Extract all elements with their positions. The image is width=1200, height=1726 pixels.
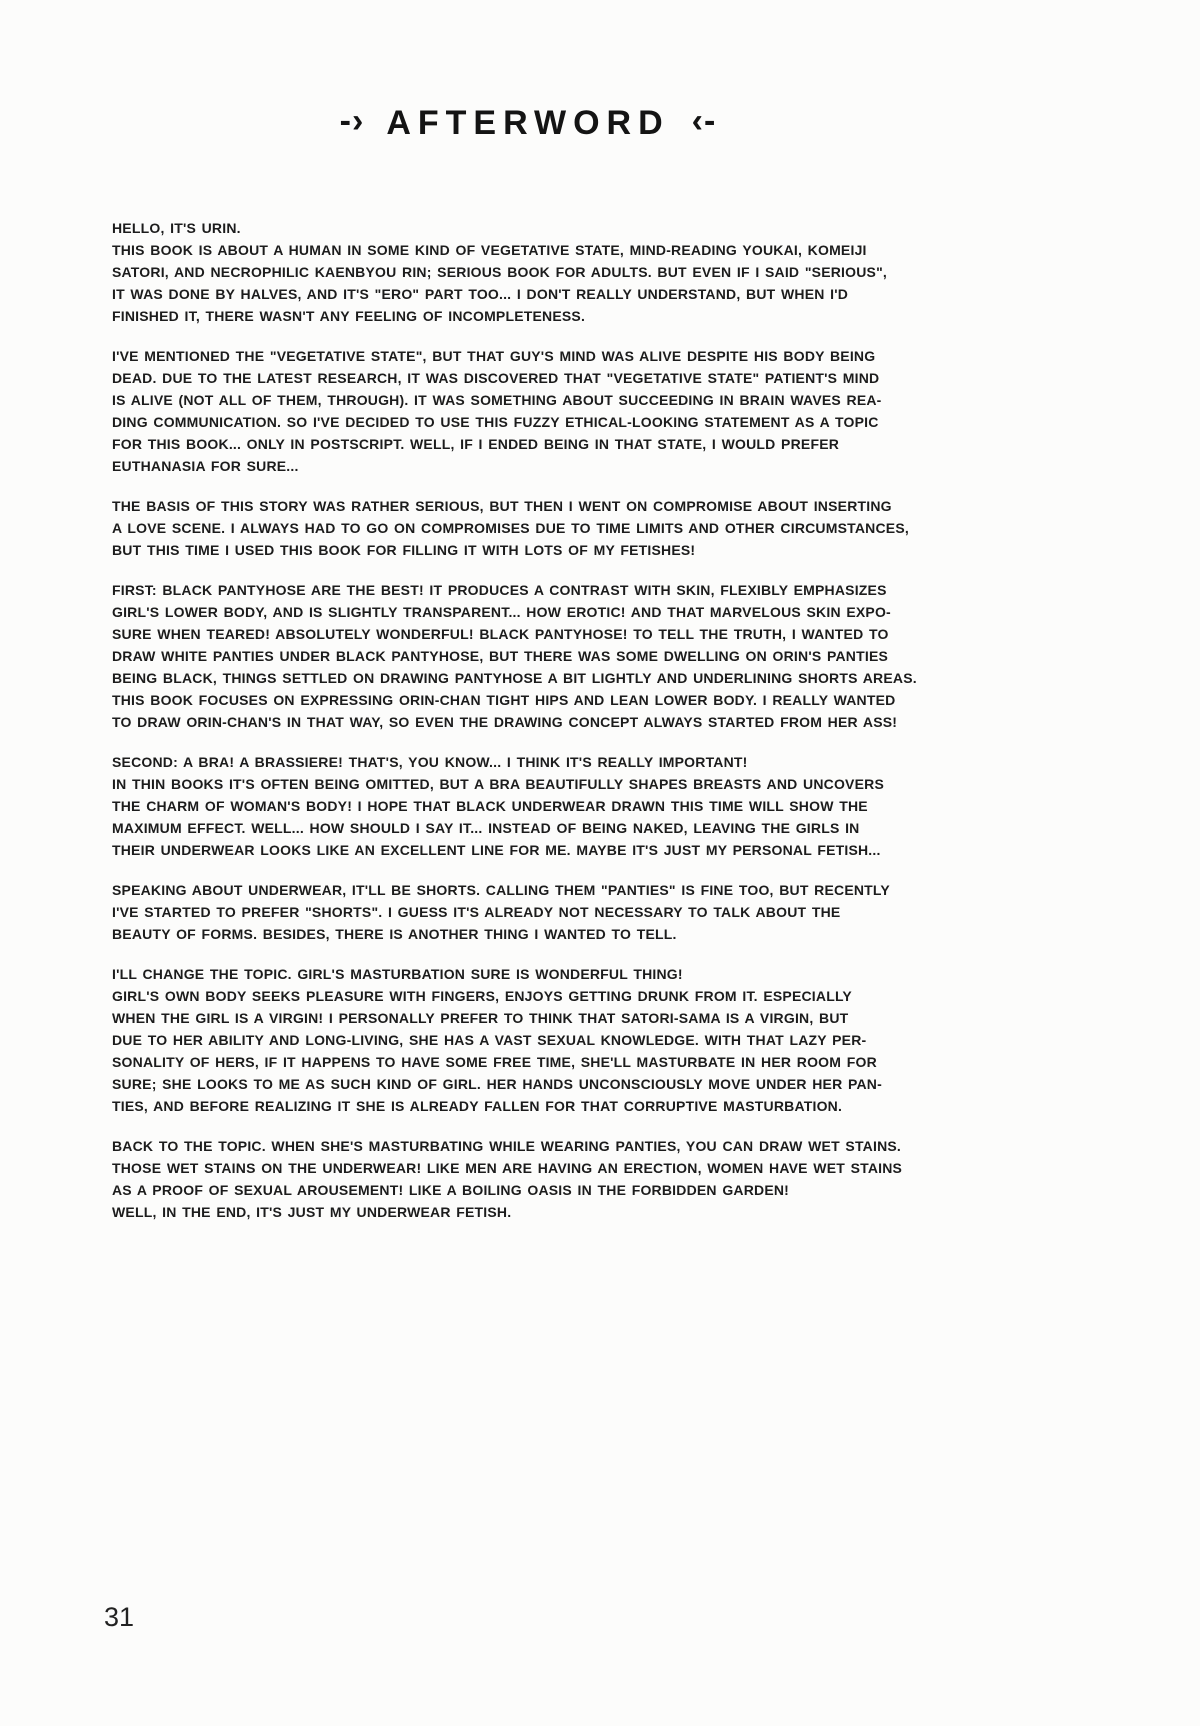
- text-line: THIS BOOK IS ABOUT A HUMAN IN SOME KIND OF VEGETATIVE STATE, MIND-READING YOUKAI, KOMEIJI: [112, 242, 867, 258]
- text-line: EUTHANASIA FOR SURE...: [112, 458, 299, 474]
- text-line: DEAD. DUE TO THE LATEST RESEARCH, IT WAS DISCOVERED THAT "VEGETATIVE STATE" PATIENT'S MIND: [112, 370, 880, 386]
- paragraph: [112, 1135, 944, 1223]
- text-line: WHEN THE GIRL IS A VIRGIN! I PERSONALLY PREFER TO THINK THAT SATORI-SAMA IS A VIRGIN, BUT: [112, 1010, 849, 1026]
- text-line: DRAW WHITE PANTIES UNDER BLACK PANTYHOSE, BUT THERE WAS SOME DWELLING ON ORIN'S PANTIES: [112, 648, 889, 664]
- paragraph: [112, 879, 944, 945]
- text-line: SURE WHEN TEARED! ABSOLUTELY WONDERFUL! BLACK PANTYHOSE! TO TELL THE TRUTH, I WANTED TO: [112, 626, 889, 642]
- text-line: THOSE WET STAINS ON THE UNDERWEAR! LIKE MEN ARE HAVING AN ERECTION, WOMEN HAVE WET STAINS: [112, 1160, 903, 1176]
- paragraph: [112, 495, 944, 561]
- text-line: WELL, IN THE END, IT'S JUST MY UNDERWEAR FETISH.: [112, 1204, 512, 1220]
- content-column: [112, 0, 944, 1241]
- text-line: BACK TO THE TOPIC. WHEN SHE'S MASTURBATING WHILE WEARING PANTIES, YOU CAN DRAW WET STAINS.: [112, 1138, 902, 1154]
- text-line: AS A PROOF OF SEXUAL AROUSEMENT! LIKE A BOILING OASIS IN THE FORBIDDEN GARDEN!: [112, 1182, 790, 1198]
- text-line: SPEAKING ABOUT UNDERWEAR, IT'LL BE SHORTS. CALLING THEM "PANTIES" IS FINE TOO, BUT RECENTLY: [112, 882, 890, 898]
- text-line: SURE; SHE LOOKS TO ME AS SUCH KIND OF GIRL. HER HANDS UNCONSCIOUSLY MOVE UNDER HER PAN-: [112, 1076, 882, 1092]
- paragraph: [112, 579, 944, 733]
- text-line: SECOND: A BRA! A BRASSIERE! THAT'S, YOU KNOW... I THINK IT'S REALLY IMPORTANT!: [112, 754, 748, 770]
- text-line: FINISHED IT, THERE WASN'T ANY FEELING OF INCOMPLETENESS.: [112, 308, 586, 324]
- text-line: SATORI, AND NECROPHILIC KAENBYOU RIN; SERIOUS BOOK FOR ADULTS. BUT EVEN IF I SAID "SERIOUS",: [112, 264, 888, 280]
- text-line: BUT THIS TIME I USED THIS BOOK FOR FILLING IT WITH LOTS OF MY FETISHES!: [112, 542, 696, 558]
- paragraph: [112, 963, 944, 1117]
- text-line: DING COMMUNICATION. SO I'VE DECIDED TO USE THIS FUZZY ETHICAL-LOOKING STATEMENT AS A TOPIC: [112, 414, 879, 430]
- text-line: I'VE STARTED TO PREFER "SHORTS". I GUESS IT'S ALREADY NOT NECESSARY TO TALK ABOUT THE: [112, 904, 841, 920]
- text-line: THEIR UNDERWEAR LOOKS LIKE AN EXCELLENT LINE FOR ME. MAYBE IT'S JUST MY PERSONAL FETISH...: [112, 842, 881, 858]
- page-title-text: AFTERWORD: [386, 104, 670, 142]
- text-line: FIRST: BLACK PANTYHOSE ARE THE BEST! IT PRODUCES A CONTRAST WITH SKIN, FLEXIBLY EMPHASIZES: [112, 582, 887, 598]
- page-number: 31: [104, 1602, 135, 1632]
- text-line: HELLO, IT'S URIN.: [112, 220, 241, 236]
- text-line: SONALITY OF HERS, IF IT HAPPENS TO HAVE SOME FREE TIME, SHE'LL MASTURBATE IN HER ROOM FOR: [112, 1054, 877, 1070]
- paragraph: [112, 345, 944, 477]
- text-line: GIRL'S OWN BODY SEEKS PLEASURE WITH FINGERS, ENJOYS GETTING DRUNK FROM IT. ESPECIALLY: [112, 988, 852, 1004]
- text-line: THE CHARM OF WOMAN'S BODY! I HOPE THAT BLACK UNDERWEAR DRAWN THIS TIME WILL SHOW THE: [112, 798, 868, 814]
- text-line: BEAUTY OF FORMS. BESIDES, THERE IS ANOTHER THING I WANTED TO TELL.: [112, 926, 677, 942]
- text-line: TO DRAW ORIN-CHAN'S IN THAT WAY, SO EVEN THE DRAWING CONCEPT ALWAYS STARTED FROM HER ASS!: [112, 714, 898, 730]
- text-line: THE BASIS OF THIS STORY WAS RATHER SERIOUS, BUT THEN I WENT ON COMPROMISE ABOUT INSERTING: [112, 498, 892, 514]
- text-line: MAXIMUM EFFECT. WELL... HOW SHOULD I SAY IT... INSTEAD OF BEING NAKED, LEAVING THE GIRLS IN: [112, 820, 860, 836]
- text-line: I'LL CHANGE THE TOPIC. GIRL'S MASTURBATION SURE IS WONDERFUL THING!: [112, 966, 683, 982]
- text-line: IS ALIVE (NOT ALL OF THEM, THROUGH). IT WAS SOMETHING ABOUT SUCCEEDING IN BRAIN WAVES REA-: [112, 392, 882, 408]
- text-line: I'VE MENTIONED THE "VEGETATIVE STATE", BUT THAT GUY'S MIND WAS ALIVE DESPITE HIS BODY BEING: [112, 348, 876, 364]
- page-title: [112, 104, 944, 143]
- text-line: FOR THIS BOOK... ONLY IN POSTSCRIPT. WELL, IF I ENDED BEING IN THAT STATE, I WOULD PREFER: [112, 436, 840, 452]
- text-line: DUE TO HER ABILITY AND LONG-LIVING, SHE HAS A VAST SEXUAL KNOWLEDGE. WITH THAT LAZY PER-: [112, 1032, 867, 1048]
- text-line: A LOVE SCENE. I ALWAYS HAD TO GO ON COMPROMISES DUE TO TIME LIMITS AND OTHER CIRCUMSTANCES,: [112, 520, 909, 536]
- paragraph: [112, 217, 944, 327]
- paragraph: [112, 751, 944, 861]
- left-arrow-decoration: -›: [339, 102, 365, 140]
- text-line: IN THIN BOOKS IT'S OFTEN BEING OMITTED, BUT A BRA BEAUTIFULLY SHAPES BREASTS AND UNCOVERS: [112, 776, 884, 792]
- text-line: THIS BOOK FOCUSES ON EXPRESSING ORIN-CHAN TIGHT HIPS AND LEAN LOWER BODY. I REALLY WANTED: [112, 692, 896, 708]
- right-arrow-decoration: ‹-: [691, 102, 717, 140]
- text-line: TIES, AND BEFORE REALIZING IT SHE IS ALREADY FALLEN FOR THAT CORRUPTIVE MASTURBATION.: [112, 1098, 843, 1114]
- text-line: GIRL'S LOWER BODY, AND IS SLIGHTLY TRANSPARENT... HOW EROTIC! AND THAT MARVELOUS SKIN EXPO-: [112, 604, 891, 620]
- text-line: IT WAS DONE BY HALVES, AND IT'S "ERO" PART TOO... I DON'T REALLY UNDERSTAND, BUT WHEN I'D: [112, 286, 849, 302]
- text-line: BEING BLACK, THINGS SETTLED ON DRAWING PANTYHOSE A BIT LIGHTLY AND UNDERLINING SHORTS AREAS.: [112, 670, 917, 686]
- afterword-body: [112, 217, 944, 1223]
